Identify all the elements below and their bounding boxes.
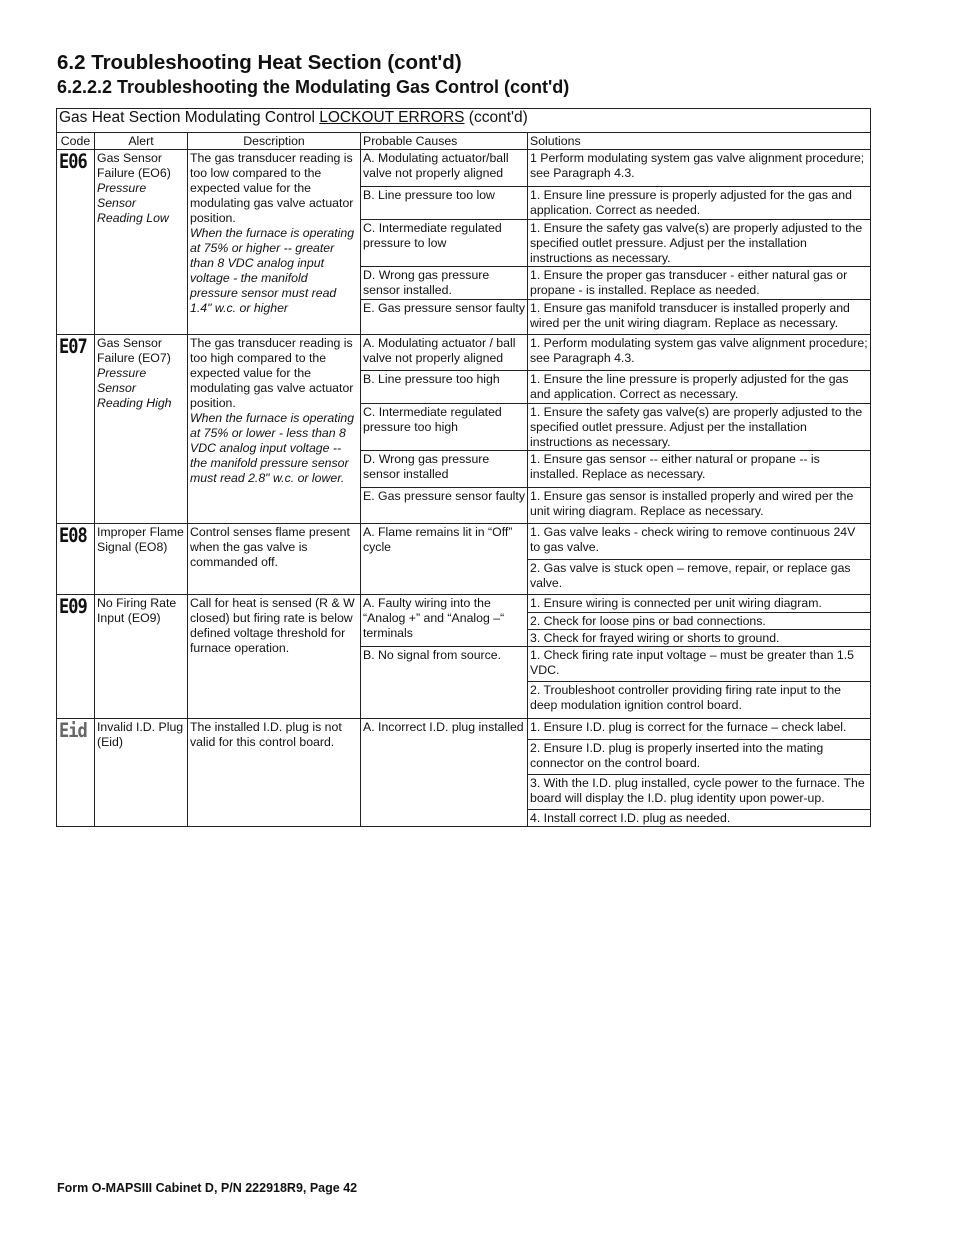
table-title-row <box>57 109 871 133</box>
section-heading: 6.2 Troubleshooting Heat Section (cont'd) <box>57 51 462 74</box>
description-text: The gas transducer reading is too high compared to the expected value for the modulating gas valve actuator position. <box>190 336 354 410</box>
lcd-code-eid: Eid <box>59 719 87 743</box>
cause-cell: A. Faulty wiring into the “Analog +” and “Analog –“ terminals <box>361 595 528 647</box>
cause-cell: A. Flame remains lit in “Off” cycle <box>361 524 528 595</box>
table-row <box>57 595 871 613</box>
solution-cell: 2. Gas valve is stuck open – remove, repair, or replace gas valve. <box>528 560 871 595</box>
solution-cell: 1. Ensure gas sensor is installed properly and wired per the unit wiring diagram. Replace as necessary. <box>528 488 871 524</box>
subsection-heading: 6.2.2.2 Troubleshooting the Modulating Gas Control (cont'd) <box>57 77 570 97</box>
lcd-code-e07: E07 <box>59 335 87 359</box>
alert-cell-e06 <box>95 150 188 335</box>
description-cell-e07 <box>188 335 361 524</box>
solution-cell: 1 Perform modulating system gas valve alignment procedure; see Paragraph 4.3. <box>528 150 871 187</box>
cause-cell: E. Gas pressure sensor faulty <box>361 488 528 524</box>
description-text: The gas transducer reading is too low compared to the expected value for the modulating gas valve actuator position. <box>190 151 354 225</box>
alert-cell-e09: No Firing Rate Input (EO9) <box>95 595 188 719</box>
table-row <box>57 524 871 560</box>
code-cell-e09 <box>57 595 95 719</box>
cause-cell: D. Wrong gas pressure sensor installed <box>361 451 528 488</box>
description-note: When the furnace is operating at 75% or higher -- greater than 8 VDC analog input voltage - the manifold pressure sensor must read 1.4" w.c. or higher <box>190 226 355 315</box>
cause-cell: B. No signal from source. <box>361 647 528 719</box>
cause-cell: C. Intermediate regulated pressure too high <box>361 404 528 451</box>
cause-cell: D. Wrong gas pressure sensor installed. <box>361 267 528 300</box>
table-title: Gas Heat Section Modulating Control LOCKOUT ERRORS (ccont'd) <box>57 109 871 133</box>
alert-cell-e07 <box>95 335 188 524</box>
header-solutions: Solutions <box>528 133 871 150</box>
solution-cell: 2. Ensure I.D. plug is properly inserted into the mating connector on the control board. <box>528 740 871 775</box>
cause-cell: B. Line pressure too high <box>361 371 528 404</box>
header-alert: Alert <box>95 133 188 150</box>
table-row <box>57 335 871 371</box>
solution-cell: 1. Ensure line pressure is properly adjusted for the gas and application. Correct as needed. <box>528 187 871 220</box>
cause-cell: B. Line pressure too low <box>361 187 528 220</box>
solution-cell: 2. Check for loose pins or bad connections. <box>528 613 871 630</box>
table-row <box>57 150 871 187</box>
lcd-code-e06: E06 <box>59 150 87 174</box>
solution-cell: 2. Troubleshoot controller providing firing rate input to the deep modulation ignition control board. <box>528 682 871 719</box>
solution-cell: 1. Ensure wiring is connected per unit wiring diagram. <box>528 595 871 613</box>
alert-note: Pressure Sensor Reading High <box>97 366 172 410</box>
code-cell-e08 <box>57 524 95 595</box>
solution-cell: 3. With the I.D. plug installed, cycle power to the furnace. The board will display the I.D. plug identity upon power-up. <box>528 775 871 810</box>
solution-cell: 1. Ensure the safety gas valve(s) are properly adjusted to the specified outlet pressure. Adjust per the installation instructions as necessary. <box>528 404 871 451</box>
solution-cell: 1. Ensure gas sensor -- either natural or propane -- is installed. Replace as necessary. <box>528 451 871 488</box>
lcd-code-e08: E08 <box>59 524 87 548</box>
page-footer: Form O-MAPSIII Cabinet D, P/N 222918R9, Page 42 <box>57 1181 358 1195</box>
solution-cell: 1. Gas valve leaks - check wiring to remove continuous 24V to gas valve. <box>528 524 871 560</box>
description-cell-e08: Control senses flame present when the gas valve is commanded off. <box>188 524 361 595</box>
alert-cell-eid: Invalid I.D. Plug (Eid) <box>95 719 188 827</box>
alert-text: Gas Sensor Failure (EO6) <box>97 151 171 180</box>
alert-note: Pressure Sensor Reading Low <box>97 181 169 225</box>
alert-cell-e08: Improper Flame Signal (EO8) <box>95 524 188 595</box>
description-cell-e09: Call for heat is sensed (R & W closed) but firing rate is below defined voltage threshold for furnace operation. <box>188 595 361 719</box>
code-cell-e06 <box>57 150 95 335</box>
description-cell-eid: The installed I.D. plug is not valid for this control board. <box>188 719 361 827</box>
alert-text: Gas Sensor Failure (EO7) <box>97 336 171 365</box>
code-cell-e07 <box>57 335 95 524</box>
cause-cell: A. Modulating actuator / ball valve not properly aligned <box>361 335 528 371</box>
solution-cell: 1. Check firing rate input voltage – must be greater than 1.5 VDC. <box>528 647 871 682</box>
cause-cell: C. Intermediate regulated pressure to low <box>361 220 528 267</box>
header-code: Code <box>57 133 95 150</box>
code-cell-eid <box>57 719 95 827</box>
description-note: When the furnace is operating at 75% or lower - less than 8 VDC analog input voltage -- the manifold pressure sensor must read 2.8" w.c. or lower. <box>190 411 355 485</box>
solution-cell: 1. Ensure I.D. plug is correct for the furnace – check label. <box>528 719 871 740</box>
solution-cell: 1. Ensure the safety gas valve(s) are properly adjusted to the specified outlet pressure. Adjust per the installation instructions as necessary. <box>528 220 871 267</box>
header-description: Description <box>188 133 361 150</box>
solution-cell: 1. Ensure the line pressure is properly adjusted for the gas and application. Correct as necessary. <box>528 371 871 404</box>
cause-cell: A. Incorrect I.D. plug installed <box>361 719 528 827</box>
solution-cell: 3. Check for frayed wiring or shorts to ground. <box>528 630 871 647</box>
table-header-row <box>57 133 871 150</box>
cause-cell: E. Gas pressure sensor faulty <box>361 300 528 335</box>
table-row <box>57 719 871 740</box>
cause-cell: A. Modulating actuator/ball valve not properly aligned <box>361 150 528 187</box>
solution-cell: 1. Ensure gas manifold transducer is installed properly and wired per the unit wiring diagram. Replace as necessary. <box>528 300 871 335</box>
lockout-errors-table <box>56 108 871 827</box>
solution-cell: 1. Ensure the proper gas transducer - either natural gas or propane - is installed. Replace as needed. <box>528 267 871 300</box>
lockout-errors-label: LOCKOUT ERRORS <box>319 109 465 126</box>
header-causes: Probable Causes <box>361 133 528 150</box>
solution-cell: 1. Perform modulating system gas valve alignment procedure; see Paragraph 4.3. <box>528 335 871 371</box>
lcd-code-e09: E09 <box>59 595 87 619</box>
solution-cell: 4. Install correct I.D. plug as needed. <box>528 810 871 827</box>
description-cell-e06 <box>188 150 361 335</box>
